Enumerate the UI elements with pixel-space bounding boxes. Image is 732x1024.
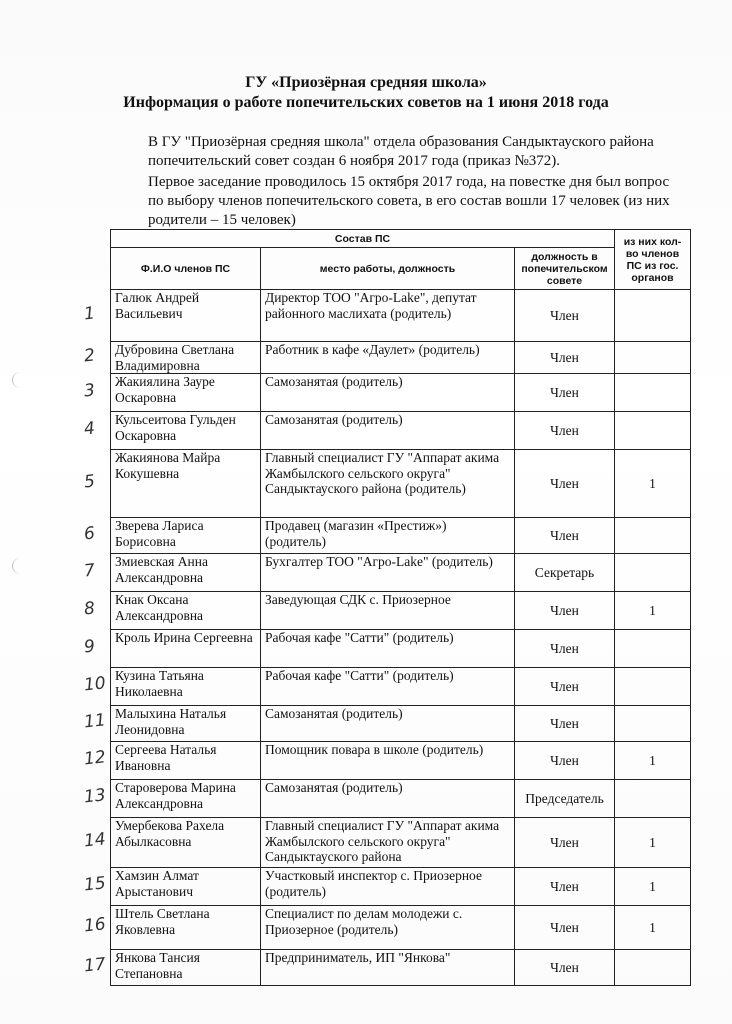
member-gov-cell [615, 630, 691, 668]
member-gov-cell [615, 374, 691, 412]
handwritten-row-number: 14 [83, 829, 107, 852]
handwritten-row-number: 2 [83, 345, 96, 367]
member-role-cell: Член [515, 518, 615, 554]
table-row [111, 950, 691, 986]
member-name-cell: Кульсеитова Гульден Оскаровна [111, 412, 261, 450]
member-work-cell: Самозанятая (родитель) [261, 374, 515, 412]
member-work-cell: Работник в кафе «Даулет» (родитель) [261, 342, 515, 374]
table-group-header: Состав ПС [111, 230, 615, 248]
intro-paragraph-2: Первое заседание проводилось 15 октября 2017 года, на повестке дня был вопрос по выбору членов попечительского совета, в его состав вошли 17 человек (из них родители – 15 человек) [148, 174, 670, 228]
member-gov-cell [615, 290, 691, 342]
table-row [111, 742, 691, 780]
punch-hole [12, 372, 29, 388]
table-row [111, 374, 691, 412]
punch-hole [12, 558, 29, 574]
member-name-cell: Жакиянова Майра Кокушевна [111, 450, 261, 518]
member-gov-cell: 1 [615, 742, 691, 780]
member-gov-cell: 1 [615, 868, 691, 906]
column-header-name: Ф.И.О членов ПС [111, 248, 261, 290]
member-name-cell: Кроль Ирина Сергеевна [111, 630, 261, 668]
member-gov-cell: 1 [615, 450, 691, 518]
member-work-cell: Главный специалист ГУ "Аппарат акима Жамбылского сельского округа" Сандыктауского района (родитель) [261, 450, 515, 518]
member-gov-cell [615, 412, 691, 450]
handwritten-row-number: 13 [83, 785, 107, 808]
member-gov-cell [615, 950, 691, 986]
member-work-cell: Заведующая СДК с. Приозерное [261, 592, 515, 630]
table-row [111, 630, 691, 668]
member-role-cell: Член [515, 818, 615, 868]
column-header-role: должность в попечительском совете [515, 248, 615, 290]
member-work-cell: Продавец (магазин «Престиж») (родитель) [261, 518, 515, 554]
member-role-cell: Член [515, 450, 615, 518]
handwritten-row-number: 1 [83, 303, 96, 325]
member-gov-cell [615, 706, 691, 742]
handwritten-row-number: 12 [83, 747, 107, 770]
handwritten-row-number: 10 [83, 673, 107, 696]
member-work-cell: Самозанятая (родитель) [261, 780, 515, 818]
member-name-cell: Хамзин Алмат Арыстанович [111, 868, 261, 906]
member-role-cell: Член [515, 742, 615, 780]
member-work-cell: Самозанятая (родитель) [261, 706, 515, 742]
member-gov-cell [615, 518, 691, 554]
member-role-cell: Член [515, 342, 615, 374]
table-row [111, 450, 691, 518]
member-name-cell: Староверова Марина Александровна [111, 780, 261, 818]
table-row [111, 342, 691, 374]
member-role-cell: Член [515, 868, 615, 906]
member-gov-cell [615, 780, 691, 818]
handwritten-row-number: 9 [83, 636, 96, 658]
member-gov-cell [615, 554, 691, 592]
handwritten-row-number: 8 [83, 598, 96, 620]
member-name-cell: Янкова Тансия Степановна [111, 950, 261, 986]
member-role-cell: Секретарь [515, 554, 615, 592]
member-work-cell: Участковый инспектор с. Приозерное (родитель) [261, 868, 515, 906]
handwritten-row-number: 3 [83, 380, 96, 402]
document-title-line1: ГУ «Приозёрная средняя школа» [245, 74, 487, 91]
table-row [111, 668, 691, 706]
member-role-cell: Член [515, 412, 615, 450]
column-header-gov: из них кол-во членов ПС из гос. органов [615, 230, 691, 290]
table-row [111, 780, 691, 818]
table-row [111, 592, 691, 630]
member-name-cell: Кнак Оксана Александровна [111, 592, 261, 630]
member-name-cell: Галюк Андрей Васильевич [111, 290, 261, 342]
member-work-cell: Бухгалтер ТОО "Агро-Lake" (родитель) [261, 554, 515, 592]
member-gov-cell: 1 [615, 818, 691, 868]
member-role-cell: Член [515, 906, 615, 950]
member-work-cell: Рабочая кафе "Сатти" (родитель) [261, 630, 515, 668]
table-row [111, 706, 691, 742]
member-role-cell: Член [515, 668, 615, 706]
table-row [111, 412, 691, 450]
table-row [111, 290, 691, 342]
member-gov-cell: 1 [615, 906, 691, 950]
handwritten-row-number: 5 [83, 471, 96, 493]
intro-paragraph-1: В ГУ "Приозёрная средняя школа" отдела образования Сандыктауского района попечительский совет создан 6 ноября 2017 года (приказ №372). [148, 134, 654, 169]
table-row [111, 818, 691, 868]
member-name-cell: Зверева Лариса Борисовна [111, 518, 261, 554]
member-work-cell: Главный специалист ГУ "Аппарат акима Жамбылского сельского округа" Сандыктауского района [261, 818, 515, 868]
handwritten-row-number: 7 [83, 560, 96, 582]
handwritten-row-number: 11 [83, 710, 107, 733]
handwritten-row-number: 17 [83, 954, 107, 977]
table-row [111, 518, 691, 554]
member-name-cell: Жакиялина Зауре Оскаровна [111, 374, 261, 412]
member-name-cell: Кузина Татьяна Николаевна [111, 668, 261, 706]
handwritten-row-number: 15 [83, 873, 107, 896]
table-row [111, 906, 691, 950]
member-role-cell: Член [515, 950, 615, 986]
member-name-cell: Штель Светлана Яковлевна [111, 906, 261, 950]
member-work-cell: Директор ТОО "Агро-Lake", депутат районного маслихата (родитель) [261, 290, 515, 342]
column-header-work: место работы, должность [261, 248, 515, 290]
handwritten-row-number: 16 [83, 914, 107, 937]
member-work-cell: Помощник повара в школе (родитель) [261, 742, 515, 780]
handwritten-row-number: 6 [83, 523, 96, 545]
member-gov-cell: 1 [615, 592, 691, 630]
member-role-cell: Член [515, 706, 615, 742]
council-members-table [110, 229, 691, 986]
member-role-cell: Член [515, 592, 615, 630]
member-work-cell: Предприниматель, ИП "Янкова" [261, 950, 515, 986]
member-gov-cell [615, 342, 691, 374]
member-role-cell: Член [515, 374, 615, 412]
document-title-line2: Информация о работе попечительских советов на 1 июня 2018 года [123, 94, 609, 111]
member-work-cell: Самозанятая (родитель) [261, 412, 515, 450]
member-name-cell: Дубровина Светлана Владимировна [111, 342, 261, 374]
member-name-cell: Умербекова Рахела Абылкасовна [111, 818, 261, 868]
table-row [111, 554, 691, 592]
member-name-cell: Змиевская Анна Александровна [111, 554, 261, 592]
member-name-cell: Сергеева Наталья Ивановна [111, 742, 261, 780]
member-work-cell: Специалист по делам молодежи с. Приозерное (родитель) [261, 906, 515, 950]
table-row [111, 868, 691, 906]
member-gov-cell [615, 668, 691, 706]
member-role-cell: Член [515, 630, 615, 668]
member-role-cell: Председатель [515, 780, 615, 818]
member-name-cell: Малыхина Наталья Леонидовна [111, 706, 261, 742]
member-role-cell: Член [515, 290, 615, 342]
member-work-cell: Рабочая кафе "Сатти" (родитель) [261, 668, 515, 706]
handwritten-row-number: 4 [83, 418, 96, 440]
